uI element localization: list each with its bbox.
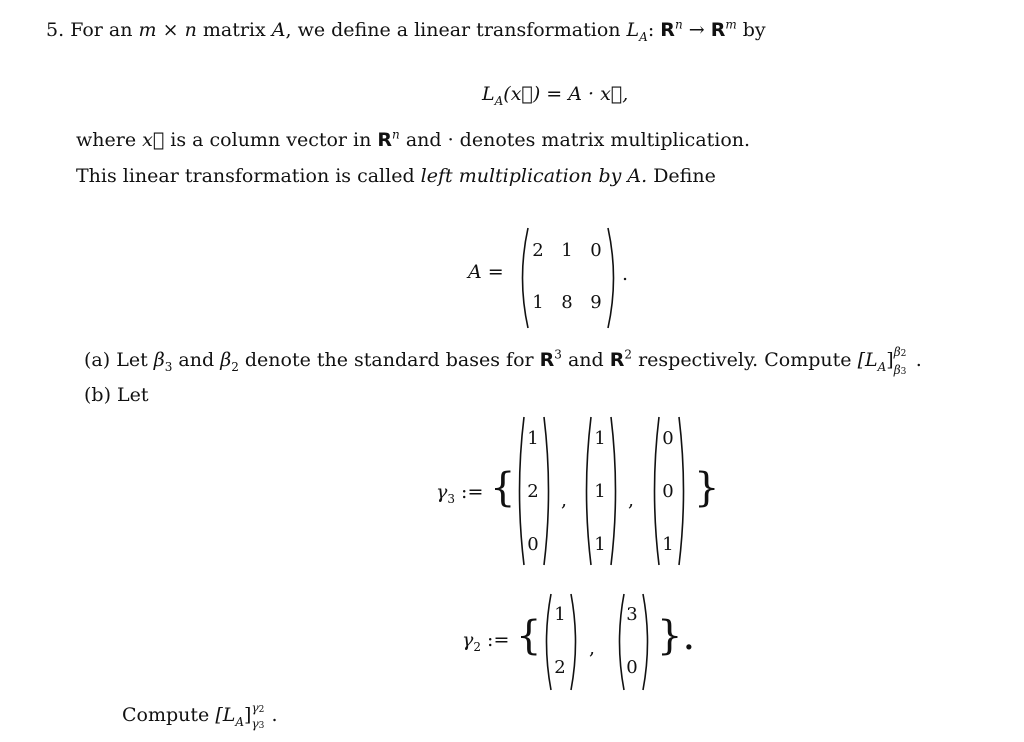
reals-symbol: R	[609, 349, 625, 371]
matrix-A-entry: 2	[532, 240, 544, 261]
superscript-m: m	[725, 17, 737, 32]
gamma-symbol: γ	[436, 481, 448, 503]
problem-number: 5.	[46, 19, 65, 41]
part-b-text: Let	[117, 384, 149, 406]
matrix-A-right-paren	[606, 226, 620, 330]
definition-equation	[482, 82, 628, 106]
subscript-2: 2	[231, 359, 239, 374]
where-line	[76, 128, 750, 152]
gamma3-v1-entry: 2	[527, 481, 539, 502]
gamma3-comma: ,	[561, 489, 568, 511]
problem-text: by	[742, 19, 766, 41]
arrow-symbol: →	[688, 19, 705, 41]
superscript-2: 2	[624, 347, 633, 362]
var-A: A	[271, 19, 286, 41]
problem-text: , we define a linear transformation	[285, 19, 621, 41]
gamma3-v1-right-paren	[542, 415, 554, 567]
gamma2-label	[462, 628, 509, 652]
var-L: L	[626, 19, 640, 41]
gamma2-comma: ,	[589, 637, 596, 659]
colon: :	[647, 19, 655, 41]
gamma3-v3-right-paren	[677, 415, 689, 567]
subscript-3: 3	[258, 721, 265, 731]
matrix-A-entry: 1	[561, 240, 573, 261]
subscript-3: 3	[900, 367, 907, 377]
reals-symbol: R	[377, 129, 393, 151]
superscript-3: 3	[554, 347, 562, 362]
gamma3-label	[436, 480, 483, 504]
bracket-L: [L	[215, 704, 236, 726]
reals-symbol: R	[710, 19, 726, 41]
eq-subscript-A: A	[494, 93, 504, 108]
times-symbol: ×	[162, 19, 179, 41]
gamma3-v1-entry: 0	[527, 534, 539, 555]
called-line	[76, 164, 716, 188]
gamma-symbol: γ	[251, 717, 259, 731]
matrix-A-entry: 0	[590, 240, 602, 261]
superscript-n: n	[674, 17, 683, 32]
gamma2-v2-entry: 0	[626, 657, 638, 678]
gamma2-v1-entry: 1	[554, 604, 566, 625]
subscript-2: 2	[473, 639, 481, 654]
compute-line	[122, 701, 278, 731]
compute-text: Compute	[122, 704, 210, 726]
term-left-multiplication: left multiplication by A.	[420, 165, 648, 187]
bracket-L: [L	[857, 349, 878, 371]
where-text: and · denotes matrix multiplication.	[405, 129, 751, 151]
subscript-3: 3	[447, 491, 455, 506]
part-a-text: respectively. Compute	[638, 349, 852, 371]
sub-beta3	[894, 358, 907, 384]
part-a-label: (a)	[84, 349, 111, 371]
reals-symbol: R	[539, 349, 555, 371]
gamma3-v1-entry: 1	[527, 428, 539, 449]
gamma3-open-brace: {	[490, 465, 516, 511]
matrix-A-period: .	[622, 263, 629, 285]
beta-symbol: β	[220, 349, 232, 371]
part-a-text: denote the standard bases for	[244, 349, 534, 371]
var-m: m	[138, 19, 157, 41]
subscript-A: A	[235, 714, 245, 729]
subscript-A: A	[877, 359, 887, 374]
superscript-n: n	[392, 127, 400, 142]
gamma-symbol: γ	[251, 701, 259, 715]
matrix-A-entry: 8	[561, 292, 573, 313]
matrix-A-label-text: A =	[468, 261, 504, 283]
problem-statement-line	[46, 18, 766, 42]
subscript-3: 3	[164, 359, 173, 374]
bracket-close: ]	[886, 349, 894, 371]
subscript-A: A	[639, 29, 648, 44]
eq-rest: (x⃗) = A · x⃗,	[503, 83, 629, 105]
gamma2-v1-entry: 2	[554, 657, 566, 678]
beta-symbol: β	[893, 345, 901, 359]
gamma3-v2-entry: 1	[594, 534, 606, 555]
beta-symbol: β	[153, 349, 165, 371]
where-text: where	[76, 129, 137, 151]
var-n: n	[184, 19, 197, 41]
part-a-text: Let	[116, 349, 148, 371]
gamma3-v3-entry: 1	[662, 534, 674, 555]
sub-gamma3	[251, 712, 264, 738]
called-text: This linear transformation is called	[76, 165, 415, 187]
gamma2-v2-entry: 3	[626, 604, 638, 625]
gamma2-open-brace: {	[516, 613, 542, 659]
gamma3-v2-entry: 1	[594, 428, 606, 449]
gamma3-v2-right-paren	[609, 415, 621, 567]
gamma3-v3-entry: 0	[662, 481, 674, 502]
matrix-A-label	[468, 260, 504, 284]
matrix-A-entry: 9	[590, 292, 602, 313]
gamma3-close-brace: }	[694, 465, 720, 511]
part-a-text: and	[567, 349, 604, 371]
bracket-close: ]	[244, 704, 252, 726]
gamma3-comma: ,	[628, 489, 635, 511]
reals-symbol: R	[660, 19, 675, 41]
subscript-2: 2	[900, 349, 907, 359]
gamma2-v2-right-paren	[641, 592, 653, 692]
problem-text: For an	[70, 19, 133, 41]
gamma-symbol: γ	[462, 629, 474, 651]
where-text: is a column vector in	[170, 129, 372, 151]
define-symbol: :=	[487, 629, 510, 651]
subscript-2: 2	[258, 705, 265, 715]
gamma2-v1-right-paren	[569, 592, 581, 692]
part-a-text: and	[178, 349, 215, 371]
beta-symbol: β	[893, 363, 901, 377]
eq-L: L	[482, 83, 495, 105]
vector-x: x⃗	[142, 129, 165, 151]
gamma3-v2-entry: 1	[594, 481, 606, 502]
part-b	[84, 383, 149, 407]
problem-text: matrix	[202, 19, 266, 41]
period: .	[915, 349, 922, 371]
matrix-A-entry: 1	[532, 292, 544, 313]
define-symbol: :=	[461, 481, 484, 503]
gamma-scripts	[251, 701, 271, 731]
part-b-label: (b)	[84, 384, 111, 406]
gamma3-v3-entry: 0	[662, 428, 674, 449]
period: .	[271, 704, 278, 726]
beta-scripts	[893, 345, 916, 377]
gamma2-close-brace: }.	[657, 613, 696, 659]
called-text: Define	[653, 165, 716, 187]
part-a	[84, 345, 922, 377]
